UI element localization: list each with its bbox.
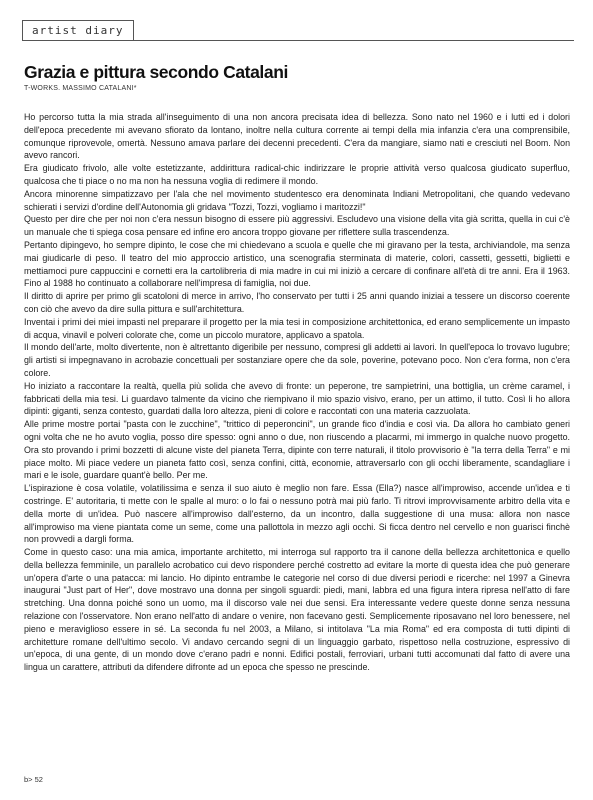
paragraph: Il diritto di aprire per primo gli scatoloni di merce in arrivo, l'ho conservato per tutti i 25 anni quando iniziai a tessere un discorso coerente con ciò che avevo da dire sulla pittura e sull'architettura. — [24, 291, 570, 314]
article-byline: T-WORKS. MASSIMO CATALANI* — [24, 85, 137, 92]
paragraph: Inventai i primi dei miei impasti nel preparare il progetto per la mia tesi in composizione architettonica, ed erano semplicemente un impasto di acqua, vinavil e polveri colorate che, come un piccolo muratore, applicavo a spatola. — [24, 316, 570, 340]
page-number: b> 52 — [24, 775, 43, 784]
article-body — [24, 111, 570, 674]
paragraph: Ancora minorenne simpatizzavo per l'ala che nel movimento studentesco era denominata Indiani Metropolitani, che quando vedevano schierati i servizi d'ordine dell'Autonomia gli gridava "Tozzi, Tozzi, vogliamo i maritozzi!" — [24, 188, 570, 212]
section-label: artist diary — [22, 20, 134, 41]
header-rule — [134, 40, 574, 41]
paragraph: Alle prime mostre portai "pasta con le zucchine", "trittico di peperoncini", un grande fico d'india e così via. Da allora ho cambiato generi ogni volta che ne ho avuto voglia, posso dire spesso: ogni anno o due, non riuscendo a placarmi, mi immergo in qualche nuovo progetto. Ora sto provando i primi bozzetti di alcune viste del pianeta Terra, dipinte con terre naturali, il titolo provvisorio è "la terra della Terra" e mi piace molto. Mi piace vedere un pianeta fatto così, senza confini, città, economie, attraversarlo con gli occhi liberamente, scandagliare i mari e le isole, guardare quant'è bello. Per me. — [24, 419, 570, 481]
paragraph: L'ispirazione è cosa volatile, volatilissima e senza il suo aiuto è meglio non fare. Essa (Ella?) nasce all'improwiso, accende un'idea e ti costringe. E' autoritaria, ti mette con le spalle al muro: o lo fai o nessuno potrà mai più farlo. Ti ritrovi improvvisamente arbitro della vita e della morte di un'idea. Può nascere all'improwiso dall'esterno, da un incontro, dalla suggestione di una musa: allora non nasce all'improwiso ma viene piantata come un seme, come una pallottola in mezzo agli occhi. Si ficca dentro nel cervello e non guarisci finchè non provvedi a dargli forma. — [24, 483, 570, 545]
article-title: Grazia e pittura secondo Catalani — [24, 62, 288, 82]
paragraph: Il mondo dell'arte, molto divertente, non è altrettanto digeribile per nessuno, compresi gli addetti ai lavori. In quell'epoca lo trovavo lugubre; gli artisti si impegnavano in acrobazie concettuali per sostanziare opere che da sole, poverine, potevano poco. Non c'era forma, non c'era colore. — [24, 342, 570, 378]
paragraph: Come in questo caso: una mia amica, importante architetto, mi interroga sul rapporto tra il canone della bellezza architettonica e quello della bellezza femminile, un parallelo acrobatico cui devo rispondere perché costretto ad evitare la morte di questa idea che può generare un'opera d'arte o una patacca: mi lancio. Ho dipinto entrambe le categorie nel corso di due diversi periodi e ricerche: nel 1997 a Ginevra inaugurai "Just part of Her", dove mostravo una donna per singoli sguardi: piedi, mani, labbra ed una figura intera ripresa nell'atto di fare stretching. Una donna poiché sono un uomo, ma il discorso vale nei due sensi. Era interessante vedere queste donne senza nessuna relazione con l'osservatore. Non erano nell'atto di andare o venire, non facevano gesti. Semplicemente riposavano nel loro benessere, nel pieno e meraviglioso essere in sé. La seconda fu nel 2003, a Milano, si intitolava "La mia Roma" ed era composta di tutti dipinti di architetture romane dell'ultimo secolo. Vi andavo cercando segni di un linguaggio garbato, rispettoso nella costruzione, espressivo di un'epoca, di una gente, di un mondo dove c'erano padri e nonni. Edifici postali, ferroviari, urbani tutti accomunati dal fatto di avere una lingua un carattere, attributi da difendere difronte ad un epoca che spesso ne prescinde. — [24, 547, 570, 673]
paragraph: Questo per dire che per noi non c'era nessun bisogno di essere più aggressivi. Escludevo una visione della vita già scritta, quella in cui c'è un manuale che ti spiega cosa pensare ed infine ero ancora troppo giovane per riflettere sulla trascendenza. — [24, 214, 570, 238]
paragraph: Ho iniziato a raccontare la realtà, quella più solida che avevo di fronte: un peperone, tre sampietrini, una bottiglia, un crème caramel, i fabbricati della mia tesi. Li guardavo talmente da vicino che riempivano il mio spazio visivo, erano, per un attimo, il tutto. Così li ho allora dipinti: giganti, senza contesto, guardati dalla loro altezza, pieni di colore e raccontati con una materia cazzuolata. — [24, 380, 570, 417]
paragraph: Era giudicato frivolo, alle volte estetizzante, addirittura radical-chic indirizzare le proprie attività verso qualcosa giudicato superfluo, qualcosa che ti piace o no ma non ha nessuna voglia di redimere il mondo. — [24, 163, 570, 186]
paragraph: Pertanto dipingevo, ho sempre dipinto, le cose che mi chiedevano a scuola e quelle che mi giravano per la testa, archiviandole, ma senza mai giudicarle di peso. Il teatro del mio approccio artistico, una scenografia sterminata di materie, colori, cassetti, gessetti, biglietti e mettiamoci pure cappuccini e cornetti era la cartolibreria di mia madre in cui mi iniziò a cercare di confinare all'età di tre anni. Era il 1963. Fino al 1988 ho continuato a collaborare nell'impresa di famiglia, noi due. — [24, 239, 570, 289]
paragraph: Ho percorso tutta la mia strada all'inseguimento di una non ancora precisata idea di bellezza. Sono nato nel 1960 e i lutti ed i dolori dell'epoca precedente mi avevano sfiorato da lontano, inoltre nella cultura corrente ai tempi della mia infanzia c'era una comprensibile, comunque riprovevole, omertà. Nessuno amava parlare dei decenni precedenti. C'era da mangiare, siamo nati e cresciuti nel Boom. Non avevo rancori. — [24, 112, 570, 161]
